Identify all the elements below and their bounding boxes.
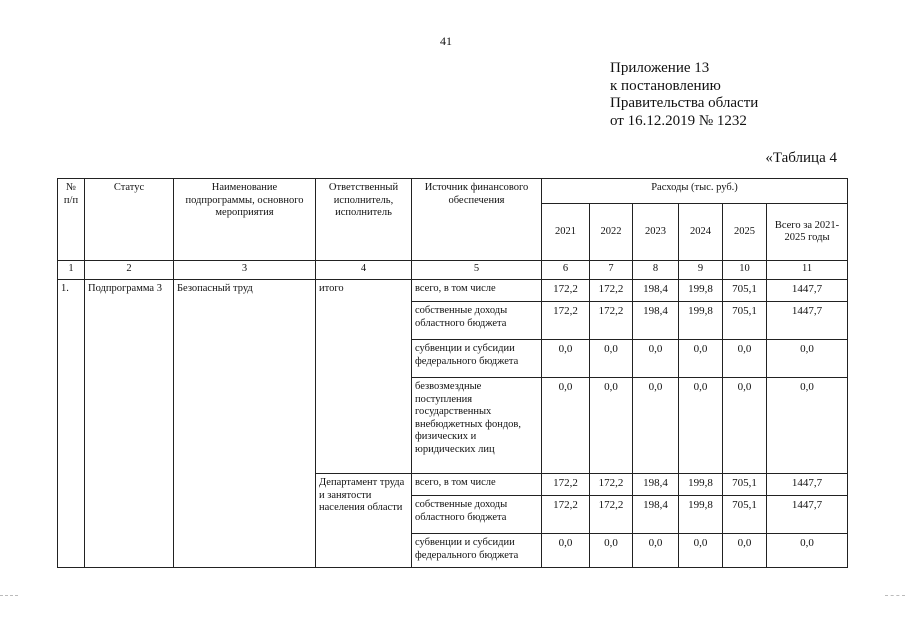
- column-number-row: [58, 261, 848, 280]
- header-executor: Ответственный исполнитель, исполнитель: [316, 179, 412, 261]
- value-cell: 199,8: [679, 302, 723, 340]
- header-year: 2022: [590, 204, 633, 261]
- budget-table: [57, 178, 848, 568]
- value-cell-total: 1447,7: [767, 496, 848, 534]
- value-cell: 199,8: [679, 280, 723, 302]
- value-cell: 0,0: [679, 534, 723, 568]
- value-cell: 0,0: [542, 378, 590, 474]
- appendix-heading: [610, 60, 758, 130]
- value-cell: 705,1: [723, 302, 767, 340]
- header-num: № п/п: [58, 179, 85, 261]
- header-year-total: Всего за 2021-2025 годы: [767, 204, 848, 261]
- value-cell-total: 0,0: [767, 378, 848, 474]
- value-cell: 198,4: [633, 496, 679, 534]
- value-cell: 199,8: [679, 474, 723, 496]
- table-row: [58, 280, 848, 302]
- value-cell: 172,2: [590, 496, 633, 534]
- value-cell: 0,0: [590, 340, 633, 378]
- appendix-line: к постановлению: [610, 77, 721, 94]
- value-cell: 705,1: [723, 496, 767, 534]
- value-cell-total: 1447,7: [767, 280, 848, 302]
- header-year: 2024: [679, 204, 723, 261]
- value-cell-total: 0,0: [767, 534, 848, 568]
- appendix-line: Правительства области: [610, 95, 759, 111]
- row-executor: Департамент труда и занятости населения области: [316, 474, 412, 568]
- value-cell: 0,0: [542, 340, 590, 378]
- column-number: 1: [58, 261, 85, 280]
- header-year: 2025: [723, 204, 767, 261]
- value-cell-total: 0,0: [767, 340, 848, 378]
- value-cell: 172,2: [542, 302, 590, 340]
- value-cell: 0,0: [590, 534, 633, 568]
- scan-edge-right: [885, 595, 905, 597]
- column-number: 10: [723, 261, 767, 280]
- header-row: [58, 179, 848, 204]
- row-source: всего, в том числе: [412, 280, 542, 302]
- row-source: субвенции и субсидии федерального бюджета: [412, 534, 542, 568]
- value-cell: 0,0: [633, 534, 679, 568]
- row-source: субвенции и субсидии федерального бюджета: [412, 340, 542, 378]
- value-cell: 172,2: [590, 474, 633, 496]
- value-cell-total: 1447,7: [767, 302, 848, 340]
- header-source: Источник финансового обеспечения: [412, 179, 542, 261]
- value-cell: 705,1: [723, 474, 767, 496]
- table-label: «Таблица 4: [765, 150, 837, 166]
- column-number: 3: [174, 261, 316, 280]
- row-executor: итого: [316, 280, 412, 474]
- column-number: 5: [412, 261, 542, 280]
- value-cell: 0,0: [633, 340, 679, 378]
- value-cell: 0,0: [723, 534, 767, 568]
- header-expenses: Расходы (тыс. руб.): [542, 179, 848, 204]
- value-cell: 172,2: [590, 280, 633, 302]
- row-source: собственные доходы областного бюджета: [412, 302, 542, 340]
- value-cell: 0,0: [679, 340, 723, 378]
- value-cell: 172,2: [542, 280, 590, 302]
- value-cell: 0,0: [723, 340, 767, 378]
- header-year: 2023: [633, 204, 679, 261]
- row-source: безвозмездные поступления государственных внебюджетных фондов, физических и юридических лиц: [412, 378, 542, 474]
- value-cell: 198,4: [633, 280, 679, 302]
- column-number: 9: [679, 261, 723, 280]
- header-status: Статус: [85, 179, 174, 261]
- column-number: 4: [316, 261, 412, 280]
- header-name: Наименование подпрограммы, основного мероприятия: [174, 179, 316, 261]
- value-cell: 0,0: [723, 378, 767, 474]
- row-num: 1.: [58, 280, 85, 568]
- column-number: 2: [85, 261, 174, 280]
- page-number: 41: [440, 34, 452, 48]
- row-source: всего, в том числе: [412, 474, 542, 496]
- value-cell: 199,8: [679, 496, 723, 534]
- value-cell: 0,0: [633, 378, 679, 474]
- value-cell: 0,0: [679, 378, 723, 474]
- value-cell: 705,1: [723, 280, 767, 302]
- value-cell: 198,4: [633, 474, 679, 496]
- column-number: 7: [590, 261, 633, 280]
- column-number: 8: [633, 261, 679, 280]
- value-cell: 172,2: [542, 496, 590, 534]
- value-cell-total: 1447,7: [767, 474, 848, 496]
- appendix-line: от 16.12.2019 № 1232: [610, 112, 747, 129]
- scan-edge-left: [0, 595, 18, 597]
- header-year: 2021: [542, 204, 590, 261]
- column-number: 6: [542, 261, 590, 280]
- row-name: Безопасный труд: [174, 280, 316, 568]
- column-number: 11: [767, 261, 848, 280]
- value-cell: 0,0: [542, 534, 590, 568]
- value-cell: 172,2: [542, 474, 590, 496]
- value-cell: 172,2: [590, 302, 633, 340]
- value-cell: 198,4: [633, 302, 679, 340]
- row-source: собственные доходы областного бюджета: [412, 496, 542, 534]
- value-cell: 0,0: [590, 378, 633, 474]
- appendix-line: Приложение 13: [610, 60, 710, 76]
- row-status: Подпрограмма 3: [85, 280, 174, 568]
